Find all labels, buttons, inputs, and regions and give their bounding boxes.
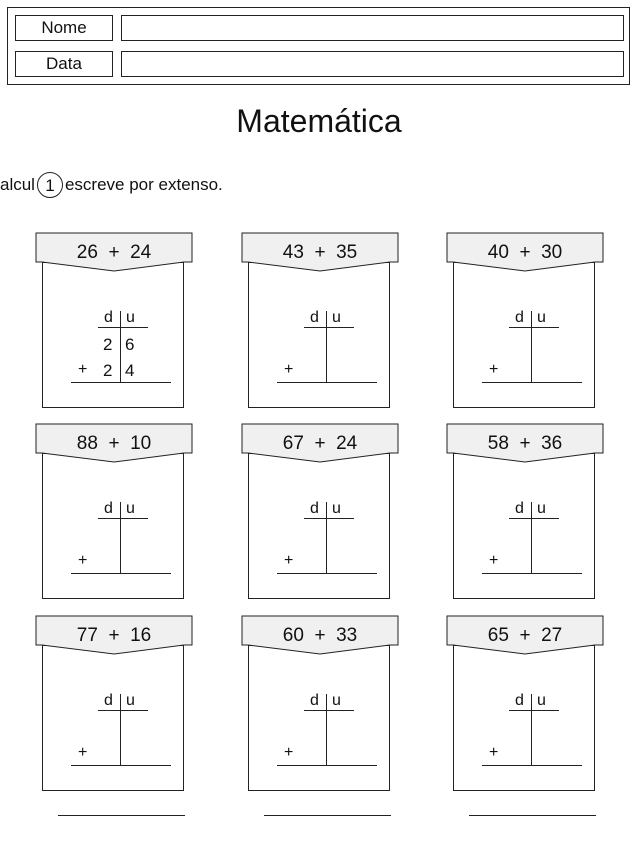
problem-expression: 43 + 35 bbox=[282, 242, 358, 263]
exercise-card bbox=[241, 615, 411, 795]
plus-sign: + bbox=[78, 744, 88, 761]
example-bottom-units: 4 bbox=[125, 361, 135, 380]
plus-sign: + bbox=[489, 552, 499, 569]
exercise-card bbox=[446, 423, 616, 603]
column-divider bbox=[120, 311, 121, 383]
exercise-card bbox=[446, 232, 616, 412]
exercise-work-area[interactable] bbox=[453, 453, 595, 599]
plus-sign: + bbox=[78, 552, 88, 569]
exercise-card bbox=[35, 615, 205, 795]
example-bottom-tens: 2 bbox=[103, 361, 113, 380]
tens-column-label: d bbox=[104, 692, 113, 709]
exercise-work-area[interactable] bbox=[42, 453, 184, 599]
date-label: Data bbox=[15, 51, 113, 77]
name-label: Nome bbox=[15, 15, 113, 41]
problem-expression: 67 + 24 bbox=[282, 433, 358, 454]
exercise-work-area[interactable] bbox=[453, 645, 595, 791]
sum-line bbox=[277, 765, 377, 766]
units-column-label: u bbox=[332, 500, 341, 517]
column-divider bbox=[531, 502, 532, 574]
answer-line[interactable] bbox=[264, 815, 391, 816]
exercise-card bbox=[241, 232, 411, 412]
answer-line[interactable] bbox=[469, 815, 596, 816]
answer-line[interactable] bbox=[58, 815, 185, 816]
units-column-label: u bbox=[332, 692, 341, 709]
exercise-work-area[interactable] bbox=[248, 645, 390, 791]
column-header-line bbox=[304, 518, 354, 519]
tens-column-label: d bbox=[104, 309, 113, 326]
problem-expression: 26 + 24 bbox=[76, 242, 152, 263]
column-header-line bbox=[98, 327, 148, 328]
sum-line bbox=[71, 573, 171, 574]
exercise-work-area[interactable] bbox=[453, 262, 595, 408]
column-header-line bbox=[304, 327, 354, 328]
units-column-label: u bbox=[126, 692, 135, 709]
problem-expression: 40 + 30 bbox=[487, 242, 563, 263]
problem-expression: 88 + 10 bbox=[76, 433, 152, 454]
column-divider bbox=[326, 502, 327, 574]
sum-line bbox=[482, 765, 582, 766]
sum-line bbox=[277, 573, 377, 574]
units-column-label: u bbox=[332, 309, 341, 326]
problem-expression: 58 + 36 bbox=[487, 433, 563, 454]
column-divider bbox=[531, 311, 532, 383]
column-header-line bbox=[98, 710, 148, 711]
name-field[interactable] bbox=[121, 15, 624, 41]
exercise-card bbox=[241, 423, 411, 603]
exercise-work-area[interactable] bbox=[248, 262, 390, 408]
units-column-label: u bbox=[126, 309, 135, 326]
tens-column-label: d bbox=[310, 692, 319, 709]
column-divider bbox=[326, 311, 327, 383]
tens-column-label: d bbox=[515, 500, 524, 517]
example-top-tens: 2 bbox=[103, 335, 113, 354]
problem-expression: 65 + 27 bbox=[487, 625, 563, 646]
instruction bbox=[0, 172, 223, 198]
plus-sign: + bbox=[78, 361, 88, 378]
sum-line bbox=[71, 765, 171, 766]
sum-line bbox=[482, 382, 582, 383]
plus-sign: + bbox=[284, 361, 294, 378]
tens-column-label: d bbox=[310, 309, 319, 326]
plus-sign: + bbox=[489, 744, 499, 761]
column-divider bbox=[326, 694, 327, 766]
exercise-card bbox=[35, 423, 205, 603]
exercise-work-area[interactable] bbox=[248, 453, 390, 599]
tens-column-label: d bbox=[104, 500, 113, 517]
plus-sign: + bbox=[284, 552, 294, 569]
column-header-line bbox=[509, 518, 559, 519]
student-info-box bbox=[7, 7, 630, 85]
units-column-label: u bbox=[126, 500, 135, 517]
exercise-work-area[interactable] bbox=[42, 262, 184, 408]
units-column-label: u bbox=[537, 692, 546, 709]
instruction-after: escreve por extenso. bbox=[64, 175, 223, 194]
exercise-work-area[interactable] bbox=[42, 645, 184, 791]
sum-line bbox=[482, 573, 582, 574]
units-column-label: u bbox=[537, 309, 546, 326]
plus-sign: + bbox=[489, 361, 499, 378]
tens-column-label: d bbox=[515, 309, 524, 326]
sum-line bbox=[71, 382, 171, 383]
tens-column-label: d bbox=[310, 500, 319, 517]
tens-column-label: d bbox=[515, 692, 524, 709]
problem-expression: 77 + 16 bbox=[76, 625, 152, 646]
instruction-number-circle: 1 bbox=[37, 172, 63, 198]
plus-sign: + bbox=[284, 744, 294, 761]
column-divider bbox=[120, 694, 121, 766]
sum-line bbox=[277, 382, 377, 383]
column-header-line bbox=[98, 518, 148, 519]
units-column-label: u bbox=[537, 500, 546, 517]
example-top-units: 6 bbox=[125, 335, 135, 354]
exercise-card bbox=[446, 615, 616, 795]
column-header-line bbox=[509, 327, 559, 328]
exercise-card bbox=[35, 232, 205, 412]
column-header-line bbox=[304, 710, 354, 711]
column-header-line bbox=[509, 710, 559, 711]
instruction-before: alcul bbox=[0, 175, 35, 194]
column-divider bbox=[531, 694, 532, 766]
column-divider bbox=[120, 502, 121, 574]
problem-expression: 60 + 33 bbox=[282, 625, 358, 646]
page-title: Matemática bbox=[236, 103, 402, 139]
date-field[interactable] bbox=[121, 51, 624, 77]
